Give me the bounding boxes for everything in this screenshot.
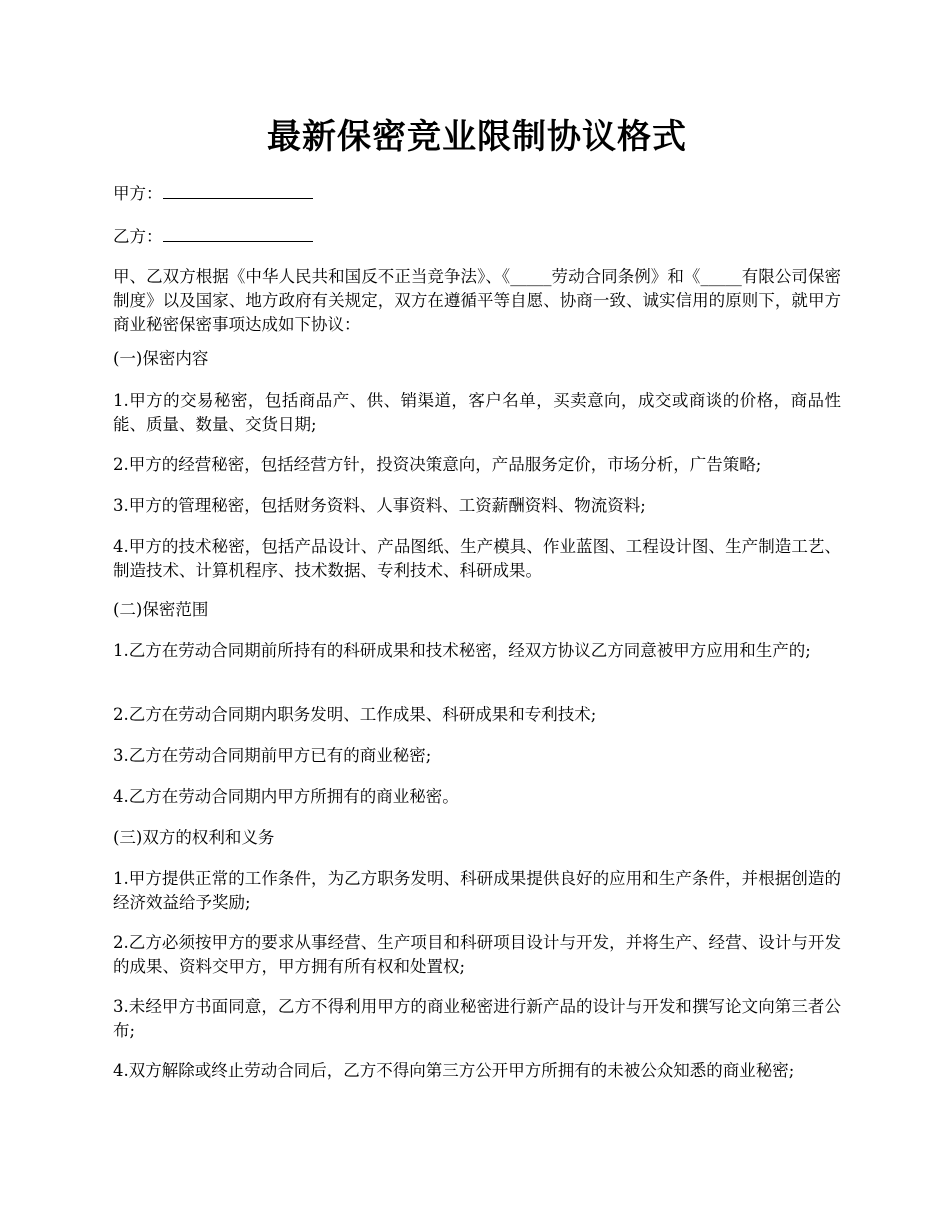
party-a-label: 甲方：	[113, 184, 163, 203]
list-item: 3.未经甲方书面同意，乙方不得利用甲方的商业秘密进行新产品的设计与开发和撰写论文向第三者公布;	[113, 997, 841, 1040]
list-item: 2.甲方的经营秘密，包括经营方针，投资决策意向，产品服务定价，市场分析，广告策略;	[113, 455, 762, 474]
intro-paragraph: 甲、乙双方根据《中华人民共和国反不正当竞争法》、《_____劳动合同条例》和《_____有限公司保密制度》以及国家、地方政府有关规定，双方在遵循平等自愿、协商一致、诚实信用的原则下，就甲方商业秘密保密事项达成如下协议：	[113, 267, 841, 334]
list-item: 4.乙方在劳动合同期内甲方所拥有的商业秘密。	[113, 787, 459, 806]
party-a-blank	[163, 181, 313, 199]
party-a-line	[113, 181, 841, 206]
list-item: 1.甲方的交易秘密，包括商品产、供、销渠道，客户名单，买卖意向，成交或商谈的价格，商品性能、质量、数量、交货日期;	[113, 391, 841, 434]
party-b-blank	[163, 224, 313, 242]
party-b-line	[113, 224, 841, 249]
list-item: 2.乙方必须按甲方的要求从事经营、生产项目和科研项目设计与开发，并将生产、经营、设计与开发的成果、资料交甲方，甲方拥有所有权和处置权;	[113, 933, 841, 976]
list-item: 3.甲方的管理秘密，包括财务资料、人事资料、工资薪酬资料、物流资料;	[113, 496, 646, 515]
list-item: 1.乙方在劳动合同期前所持有的科研成果和技术秘密，经双方协议乙方同意被甲方应用和生产的;	[113, 641, 811, 660]
party-b-label: 乙方：	[113, 227, 163, 246]
document-title: 最新保密竞业限制协议格式	[267, 117, 687, 157]
list-item: 4.甲方的技术秘密，包括产品设计、产品图纸、生产模具、作业蓝图、工程设计图、生产制造工艺、制造技术、计算机程序、技术数据、专利技术、科研成果。	[113, 537, 841, 580]
list-item: 4.双方解除或终止劳动合同后，乙方不得向第三方公开甲方所拥有的未被公众知悉的商业秘密;	[113, 1061, 795, 1080]
list-item: 1.甲方提供正常的工作条件，为乙方职务发明、科研成果提供良好的应用和生产条件，并根据创造的经济效益给予奖励;	[113, 869, 841, 912]
section-heading: (三)双方的权利和义务	[113, 828, 275, 847]
list-item: 3.乙方在劳动合同期前甲方已有的商业秘密;	[113, 746, 432, 765]
list-item: 2.乙方在劳动合同期内职务发明、工作成果、科研成果和专利技术;	[113, 705, 597, 724]
section-heading: (二)保密范围	[113, 600, 209, 619]
section-heading: (一)保密内容	[113, 349, 209, 368]
